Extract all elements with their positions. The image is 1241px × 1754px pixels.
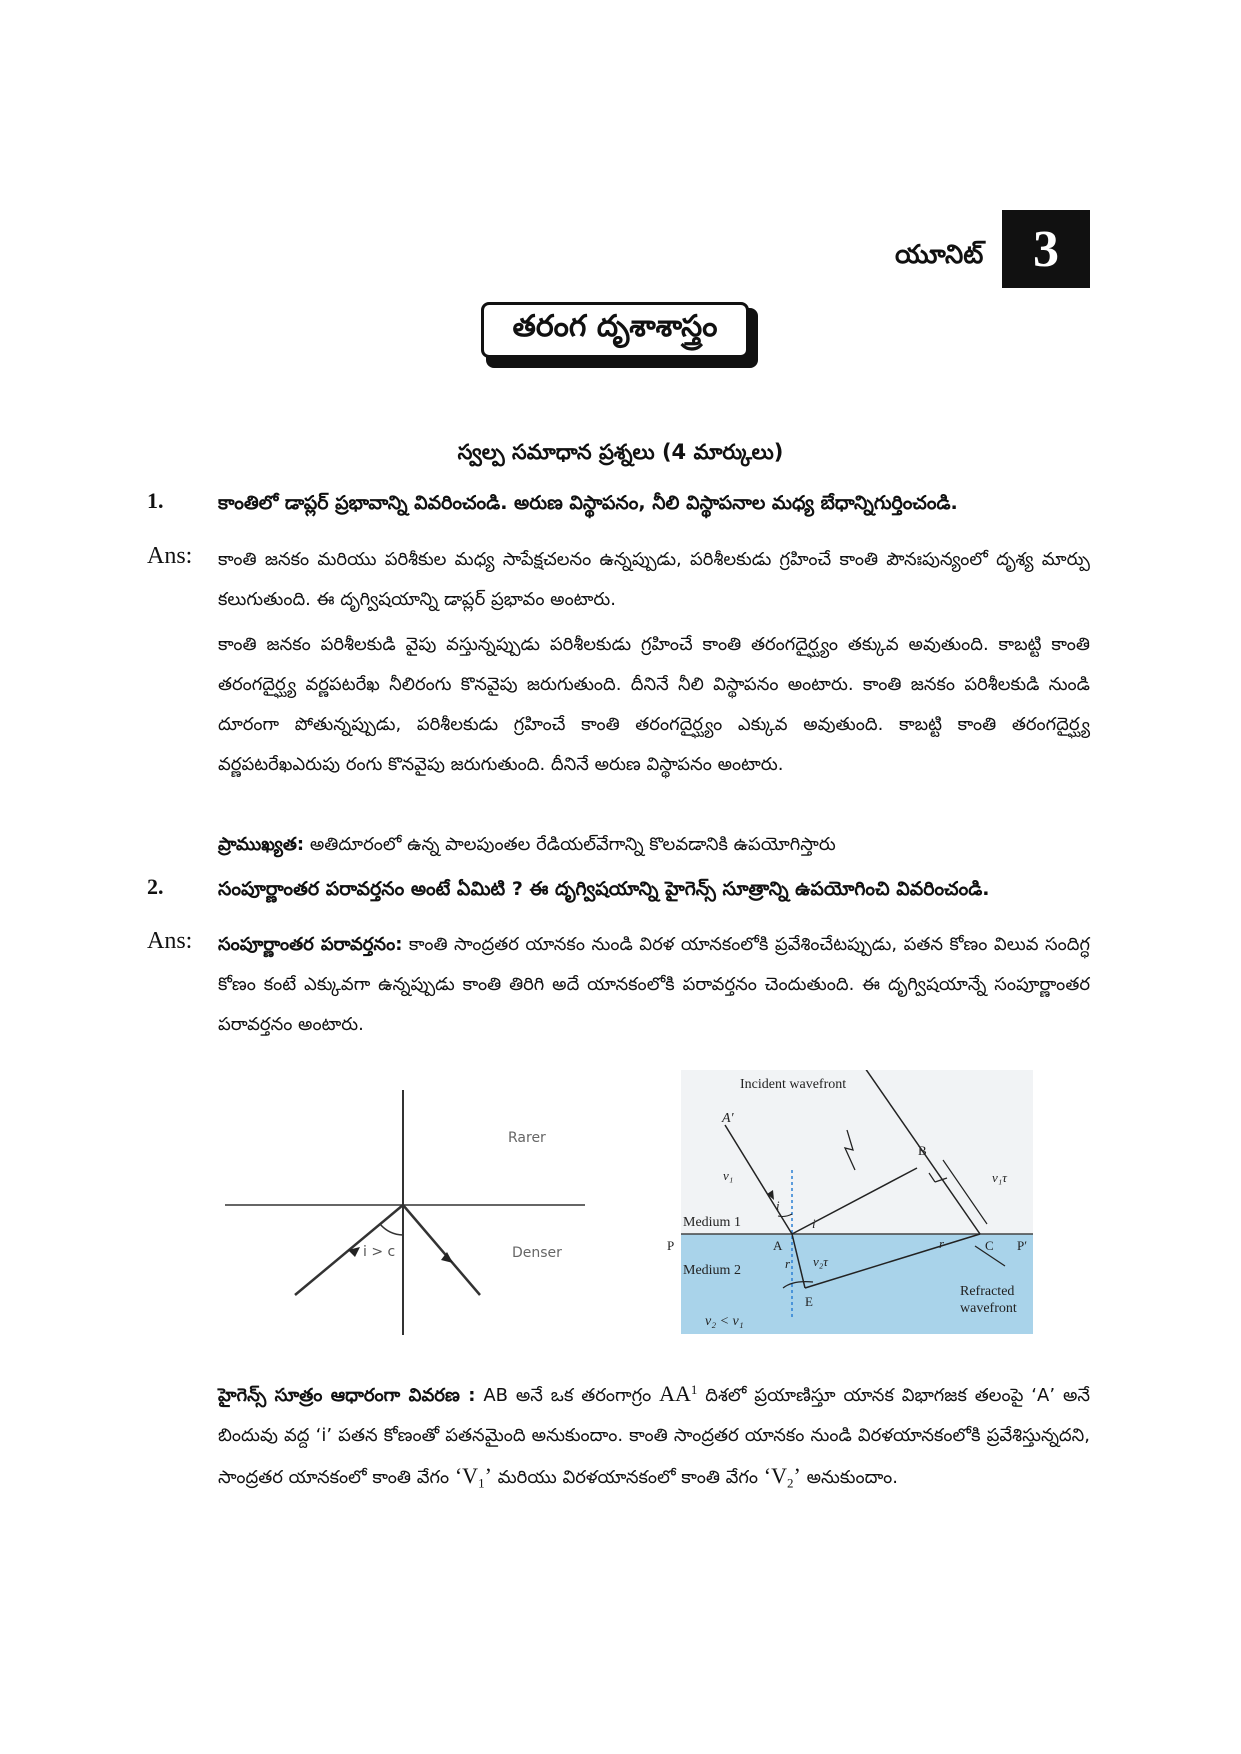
v1-label: v₁ bbox=[723, 1168, 734, 1183]
huygens-text-4: అనుకుందాం. bbox=[806, 1467, 898, 1488]
huygens-label: హైగెన్స్ సూత్రం ఆధారంగా వివరణ : bbox=[218, 1385, 476, 1406]
tir-text: కాంతి సాంద్రతర యానకం నుండి విరళ యానకంలోకి ప్రవేశించేటప్పుడు, పతన కోణం విలువ సందిగ్ధ కోణం కంటే ఎక్కువగా ఉన్నప్పుడు కాంతి తిరిగి అదే యానకంలోకి పరావర్తనం చెందుతుంది. ఈ దృగ్విషయాన్నే సంపూర్ణాంతర పరావర్తనం అంటారు. bbox=[218, 934, 1090, 1035]
refracted-label-line-1: Refracted bbox=[960, 1284, 1015, 1299]
answer-1-paragraph-2: కాంతి జనకం పరిశీలకుడి వైపు వస్తున్నప్పుడు పరిశీలకుడు గ్రహించే కాంతి తరంగదైర్ఘ్యం తక్కువ అవుతుంది. కాబట్టి కాంతి తరంగదైర్ఘ్య వర్ణపటరేఖ నీలిరంగు కొనవైపు జరుగుతుంది. దీనినే నీలి విస్థాపనం అంటారు. కాంతి జనకం పరిశీలకుడి నుండి దూరంగా పోతున్నప్పుడు, పరిశీలకుడు గ్రహించే కాంతి తరంగదైర్ఘ్యం ఎక్కువ అవుతుంది. కాబట్టి కాంతి తరంగదైర్ఘ్య వర్ణపటరేఖఎరుపు రంగు కొనవైపు జరుగుతుంది. దీనినే అరుణ విస్థాపనం అంటారు. bbox=[218, 634, 1090, 775]
v1-close-quote: ’ bbox=[484, 1463, 492, 1488]
importance-label: ప్రాముఖ్యత: bbox=[218, 834, 305, 855]
tir-figure bbox=[220, 1085, 590, 1345]
angle-i-label-1: i bbox=[776, 1198, 780, 1213]
incident-wavefront-label: Incident wavefront bbox=[740, 1077, 847, 1092]
huygens-text-2: దిశలో ప్రయాణిస్తూ యానక విభాగజక తలంపై ‘A’ అనే బిందువు వద్ద ‘i’ పతన కోణంతో పతనమైంది అనుకుందాం. కాంతి సాంద్రతర యానకం నుండి విరళయానకంలోకి ప్రవేశిస్తున్నదని, సాంద్రతర యానకంలో కాంతి వేగం bbox=[218, 1385, 1090, 1488]
medium-1-label: Medium 1 bbox=[683, 1215, 741, 1230]
v1-tau-label: v₁τ bbox=[992, 1170, 1007, 1185]
v2-tau-label: v₂τ bbox=[813, 1254, 828, 1269]
question-2-text: సంపూర్ణాంతర పరావర్తనం అంటే ఏమిటి ? ఈ దృగ్విషయాన్ని హైగెన్స్ సూత్రాన్ని ఉపయోగించి వివరించండి. bbox=[218, 878, 990, 900]
answer-2-tir-definition bbox=[218, 925, 1090, 1045]
point-a-prime: A′ bbox=[722, 1111, 734, 1126]
v2-symbol: ‘V bbox=[763, 1463, 788, 1488]
angle-r-label-2: r bbox=[939, 1236, 945, 1251]
huygens-explanation bbox=[218, 1370, 1090, 1504]
answer-2-label: Ans: bbox=[147, 928, 193, 954]
rarer-label: Rarer bbox=[508, 1130, 546, 1146]
angle-i-label-2: i bbox=[812, 1216, 816, 1231]
refracted-label-line-2: wavefront bbox=[960, 1301, 1017, 1316]
tir-label: సంపూర్ణాంతర పరావర్తనం: bbox=[218, 934, 403, 955]
v1-subscript: 1 bbox=[478, 1475, 485, 1491]
question-1-number: 1. bbox=[147, 488, 164, 513]
huygens-text-3: మరియు విరళయానకంలో కాంతి వేగం bbox=[497, 1467, 759, 1488]
angle-r-label-1: r bbox=[785, 1256, 791, 1271]
point-p-prime: P′ bbox=[1017, 1238, 1028, 1253]
reflected-ray bbox=[403, 1205, 480, 1295]
velocity-relation-label: v₂ < v₁ bbox=[705, 1314, 744, 1329]
point-a: A bbox=[773, 1238, 783, 1253]
answer-1-label: Ans: bbox=[147, 543, 193, 569]
angle-label: i > c bbox=[363, 1244, 396, 1260]
v1-symbol: ‘V bbox=[454, 1463, 479, 1488]
point-p: P bbox=[667, 1238, 675, 1253]
chapter-title: తరంగ దృశాశాస్త్రం bbox=[481, 302, 749, 358]
section-heading: స్వల్ప సమాధాన ప్రశ్నలు (4 మార్కులు) bbox=[457, 440, 784, 464]
v2-close-quote: ’ bbox=[793, 1463, 801, 1488]
huygens-figure bbox=[665, 1070, 1040, 1340]
medium-1-region bbox=[681, 1070, 1033, 1234]
answer-1-paragraph-1: కాంతి జనకం మరియు పరిశీకుల మధ్య సాపేక్షచలనం ఉన్నప్పుడు, పరిశీలకుడు గ్రహించే కాంతి పౌనఃపున్యంలో దృశ్య మార్పు కలుగుతుంది. ఈ దృగ్విషయాన్ని డాప్లర్ ప్రభావం అంటారు. bbox=[218, 549, 1090, 610]
importance-text: అతిదూరంలో ఉన్న పాలపుంతల రేడియల్‌వేగాన్ని కొలవడానికి ఉపయోగిస్తారు bbox=[309, 834, 836, 855]
v2-subscript: 2 bbox=[787, 1475, 794, 1491]
medium-2-label: Medium 2 bbox=[683, 1263, 741, 1278]
huygens-text-1: AB అనే ఒక తరంగాగ్రం bbox=[483, 1385, 652, 1406]
unit-label: యూనిట్ bbox=[895, 240, 984, 270]
angle-arc bbox=[380, 1224, 403, 1235]
aa-superscript: 1 bbox=[690, 1382, 698, 1397]
point-c: C bbox=[985, 1238, 994, 1253]
denser-label: Denser bbox=[512, 1245, 562, 1261]
unit-number-badge: 3 bbox=[1002, 210, 1090, 288]
question-1-text: కాంతిలో డాప్లర్ ప్రభావాన్ని వివరించండి. అరుణ విస్థాపనం, నీలి విస్థాపనాల మధ్య బేధాన్నిగుర్తించండి. bbox=[218, 492, 958, 514]
answer-1-importance bbox=[218, 825, 1090, 865]
question-2-number: 2. bbox=[147, 874, 164, 899]
reflected-arrow bbox=[441, 1252, 453, 1263]
aa-symbol: AA bbox=[659, 1381, 691, 1406]
point-b: B bbox=[918, 1143, 927, 1158]
point-e: E bbox=[805, 1294, 813, 1309]
